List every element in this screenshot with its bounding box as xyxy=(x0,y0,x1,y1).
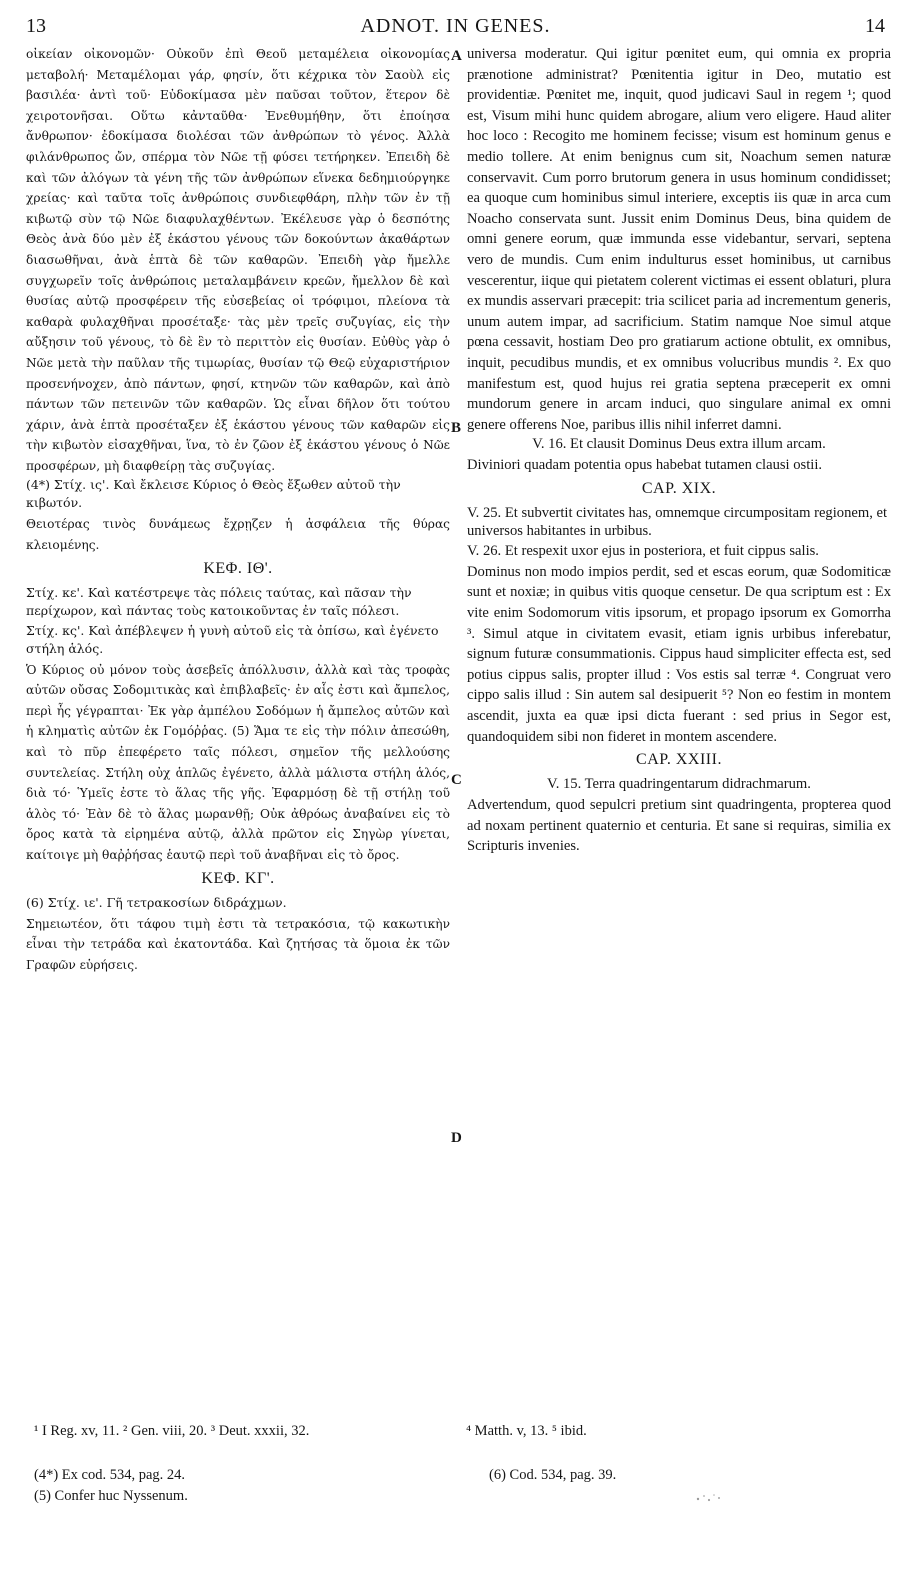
latin-chapter-title: CAP. XXIII. xyxy=(636,751,722,769)
running-title: ADNOT. IN GENES. xyxy=(360,15,551,37)
margin-letter-c: C xyxy=(451,772,462,788)
greek-paragraph: Θειοτέρας τινὸς δυνάμεως ἔχρῃζεν ἡ ἀσφάλεια τῆς θύρας κλειομένης. xyxy=(26,517,450,553)
footnote-references-right: ⁴ Matth. v, 13. ⁵ ibid. xyxy=(466,1423,587,1439)
margin-letter-a: A xyxy=(451,48,462,64)
latin-verse-heading: V. 16. Et clausit Dominus Deus extra illum arcam. xyxy=(532,436,826,453)
greek-chapter-title: ΚΕΦ. ΙΘ'. xyxy=(203,559,273,577)
latin-paragraph: Diviniori quadam potentia opus habebat tutamen clausi ostii. xyxy=(467,457,823,474)
latin-paragraph: Advertendum, quod sepulcri pretium sint quadringenta, propterea quod ad noxam pertinent quaternio et centuria. Et sane si requiras, similia ex Scripturis invenies. xyxy=(467,797,891,855)
greek-verse-heading: Στίχ. κε'. Καὶ κατέστρεψε τὰς πόλεις ταύτας, καὶ πᾶσαν τὴν περίχωρον, καὶ πάντας τοὺς κατοικοῦντας ἐν ταῖς πόλεσι. xyxy=(26,584,412,618)
latin-chapter-title: CAP. XIX. xyxy=(641,479,717,497)
page-number-left: 13 xyxy=(26,15,46,37)
greek-paragraph: οἰκείαν οἰκονομῶν· Οὐκοῦν ἐπὶ Θεοῦ μεταμέλεια οἰκονομίας μεταβολή· Μεταμέλομαι γάρ, φησίν, ὅτι κέχρικα τὸν Σαοὺλ εἰς βασιλέα· ἀντὶ τοῦ· Εὐδοκίμασα μὲν παῦσαι τοῦτον, ἕτερον δὲ χειροτονῆσαι. Οὕτω κἀνταῦθα· Ἐνεθυμήθην, ὅτι ἐποίησα ἄνθρωπον· ἐδοκίμασα διολέσαι τῶν ἀνθρώπων τὸ γένος. Ἀλλὰ φιλάνθρωπος ὤν, σπέρμα τὸν Νῶε τῇ φύσει τετήρηκεν. Ἐπειδὴ δὲ καὶ τῶν ἀλόγων τὰ γένη τῆς τῶν ἀνθρώπων εἵνεκα δεδημιούργηκε χρείας· καὶ ταῦτα τοῖς ἀνθρώποις συνδιεφθάρη, πλὴν τῶν ἐν τῇ κιβωτῷ σὺν τῷ Νῶε διαφυλαχθέντων. Ἐκέλευσε γὰρ ὁ δεσπότης Θεὸς ἀνὰ δύο μὲν ἐξ ἑκάστου γένους τῶν δοκούντων ἀκαθάρτων διασωθῆναι, ἀνὰ ἑπτὰ δὲ τῶν καθαρῶν. Ἐπειδὴ γὰρ ἤμελλε συγχωρεῖν τοῖς ἀνθρώποις μεταλαμβάνειν κρεῶν, ἤμελλον δὲ καὶ θυσίας αὐτῷ προσφέρειν τῆς εὐσεβείας οἱ τρόφιμοι, πλείονα τὰ καθαρὰ φυλαχθῆναι προσέταξε· τὰς μὲν τρεῖς συζυγίας, εἰς τὴν αὔξησιν τοῦ γένους, τὸ δὲ ἓν τὸ περιττὸν εἰς θυσίαν. Εὐθὺς γὰρ ὁ Νῶε μετὰ τὴν παῦλαν τῆς τιμωρίας, θυσίαν τῷ Θεῷ εὐχαριστήριον προσενήνοχεν, ἀπὸ πάντων, φησί, κτηνῶν τῶν καθαρῶν, καὶ ἀπὸ πάντων τῶν πετεινῶν τῶν καθαρῶν. Ὡς εἶναι δῆλον ὅτι τούτου χάριν, ἀνὰ ἑπτὰ προσέταξεν ἐξ ἑκάστου γένους τῶν καθαρῶν εἰς τὴν κιβωτὸν εἰσαχθῆναι, ἵνα, τὸ ἐν ζῶον ἐξ ἑκάστου γένους ὁ Νῶε προσφέρων, μὴ διαφθείρῃ τὰς συζυγίας. xyxy=(26,47,450,473)
margin-letter-b: B xyxy=(451,420,462,436)
greek-paragraph: Ὁ Κύριος οὐ μόνον τοὺς ἀσεβεῖς ἀπόλλυσιν, ἀλλὰ καὶ τὰς τροφὰς αὐτῶν οὔσας Σοδομιτικὰς καὶ ἐπιβλαβεῖς· ἐν αἷς ἐστι καὶ ἄμπελος, περὶ ἧς γέγραπται· Ἐκ γὰρ ἀμπέλου Σοδόμων ἡ ἄμπελος αὐτῶν καὶ ἡ κληματὶς αὐτῶν ἐκ Γομόῤῥας. (5) Ἅμα τε εἰς τὴν πόλιν ἀπεσώθη, καὶ τὸ πῦρ ἐπεφέρετο ταῖς πόλεσι, σημεῖον τῆς μελλούσης συντελείας. Στήλη οὐχ ἁπλῶς ἐγένετο, ἀλλὰ μάλιστα στήλη ἁλός, διὰ τό· Ὑμεῖς ἐστε τὸ ἅλας τῆς γῆς. Ἐφαρμόσῃ δὲ τῇ στήλῃ τοῦ ἁλὸς τό· Ἐὰν δὲ τὸ ἅλας μωρανθῇ; Οὐκ ἀθρόως ἀναβαίνει εἰς τὸ ὄρος κατὰ τὰ εἰρημένα αὐτῷ, ἀλλὰ πρῶτον εἰς Σηγὼρ γίνεται, καίτοιγε μὴ θαῤῥήσας ἑαυτῷ περὶ τοῦ ἀναβῆναι εἰς τὸ ὄρος. xyxy=(26,662,450,862)
latin-paragraph: Dominus non modo impios perdit, sed et escas eorum, quæ Sodomiticæ sunt et noxiæ; in quibus vitis quoque censetur. De qua scriptum est : Ex vite enim Sodomorum vitis ipsorum, et propago ipsorum ex Gomorrha ³. Simul atque in civitatem evasit, etiam ignis urbibus inferebatur, signum futuræ consummationis. Cippus haud simpliciter effecta est, sed potius cippus salis, propter illud : Vos estis sal terræ ⁴. Congruat vero cippo salis illud : Sin autem sal desipuerit ⁵? Non eo festim in montem ascendit, juxta ea quæ ipsi dicta fuerant : sed prius in Segor est, quandoquidem sibi non fideret in montem ascendere. xyxy=(467,563,891,745)
footnote-note-4: (4*) Ex cod. 534, pag. 24. xyxy=(34,1467,186,1483)
running-header xyxy=(0,15,911,39)
greek-paragraph: Σημειωτέον, ὅτι τάφου τιμὴ ἐστι τὰ τετρακόσια, τῷ κακωτικὴν εἶναι τὴν τετράδα καὶ ἑκατοντάδα. Καὶ ζητήσας τὰ ὅμοια ἐκ τῶν Γραφῶν εὑρήσεις. xyxy=(26,916,450,972)
latin-verse-heading: V. 26. Et respexit uxor ejus in posteriora, et fuit cippus salis. xyxy=(467,542,819,559)
greek-verse-heading: (6) Στίχ. ιε'. Γῆ τετρακοσίων διδράχμων. xyxy=(26,894,287,910)
latin-verse-heading: V. 25. Et subvertit civitates has, omnemque circumpositam regionem, et universos habitantes in urbibus. xyxy=(467,504,888,539)
footnote-references-left: ¹ I Reg. xv, 11. ² Gen. viii, 20. ³ Deut. xxxii, 32. xyxy=(34,1423,310,1439)
greek-verse-heading: Στίχ. κς'. Καὶ ἀπέβλεψεν ἡ γυνὴ αὐτοῦ εἰς τὰ ὀπίσω, καὶ ἐγένετο στήλη ἁλός. xyxy=(26,622,439,656)
greek-verse-heading: (4*) Στίχ. ις'. Καὶ ἔκλεισε Κύριος ὁ Θεὸς ἔξωθεν αὐτοῦ τὴν κιβωτόν. xyxy=(26,477,401,511)
latin-paragraph: universa moderatur. Qui igitur pœnitet eum, qui omnia ex propria prænotione administrat? Pœnitentia igitur in Deo, mutatio est providentiæ. Pœnitet me, inquit, quod judicavi Saul in regem ¹; quod est, Visum mihi hunc quidem abrogare, alium vero eligere. Haud aliter hoc loco : Recogito me hominem fecisse; visum est hominum genus e medio tollere. At enim benignus cum sit, Noachum semen naturæ conservavit. Cum porro brutorum genera in usus hominum condidisset; ea quoque cum hominibus simul interiere, exceptis iis quæ in arca cum Noacho conservata sunt. Jussit enim Dominus Deus, bina quidem de omni genere eorum, quæ immunda esse videbantur, servari, septena vero de mundis. Cum enim indulturus esset hominibus, ut carnibus vescerentur, iique qui pietatem colerent victimas ei essent oblaturi, plura ex mundis asservari præcepit: tria scilicet paria ad incrementum generis, unum autem impar, ad sacrificium. Statim namque Noe simul atque pœna cessavit, hostiam Deo pro gratiarum actione obtulit, ex omnibus, inquit, pecudibus mundis, et ex omnibus volucribus mundis ². Ex quo manifestum est, quod hujus rei gratia septena præceperit ex omni mundorum genere in arcam induci, quo singulare animal ex omni genere offerens Noe, paribus illis nihil inferret damni. xyxy=(467,46,891,433)
ink-speck-mark xyxy=(692,1490,726,1506)
margin-letter-d: D xyxy=(451,1130,462,1146)
greek-column xyxy=(26,44,450,975)
greek-chapter-title: ΚΕΦ. ΚΓ'. xyxy=(201,869,275,887)
page-number-right: 14 xyxy=(865,15,885,37)
latin-verse-heading: V. 15. Terra quadringentarum didrachmarum. xyxy=(547,776,811,793)
footnote-note-6: (6) Cod. 534, pag. 39. xyxy=(489,1467,617,1483)
latin-column xyxy=(467,44,891,857)
footnote-note-5: (5) Confer huc Nyssenum. xyxy=(34,1488,188,1504)
